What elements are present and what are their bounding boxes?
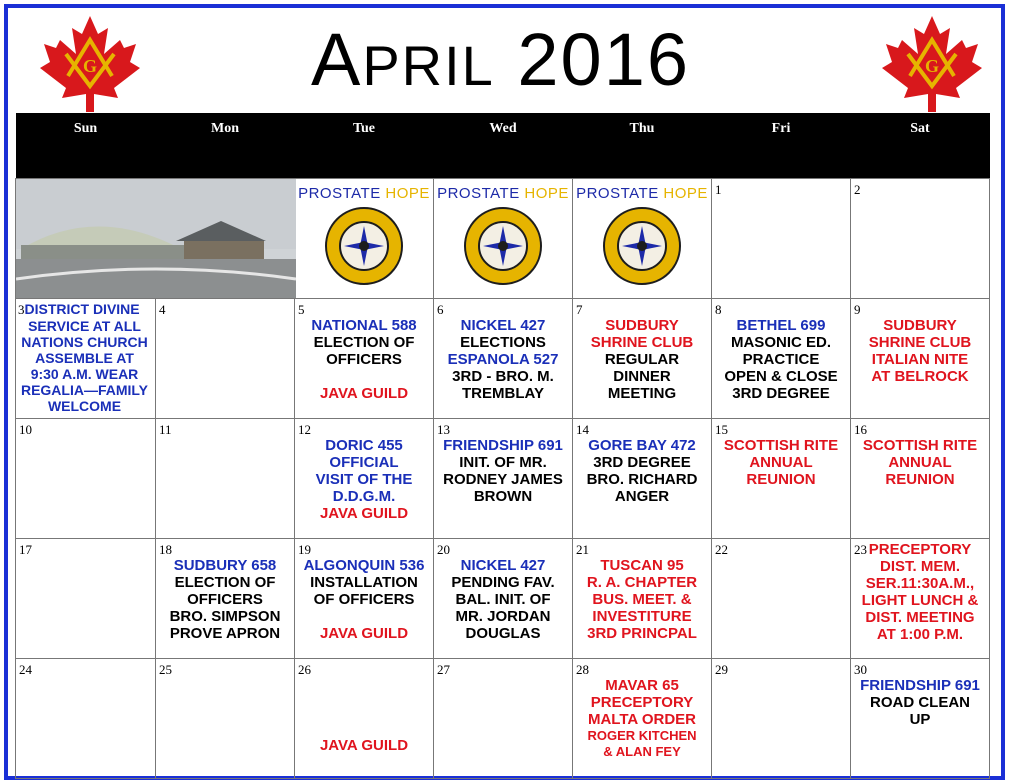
day-number: 13 xyxy=(437,422,450,437)
day-number: 11 xyxy=(159,422,172,437)
event-sudbury-shrine-dinner: SUDBURY SHRINE CLUB REGULAR DINNER MEETING xyxy=(590,317,694,402)
weekday-wed: Wed xyxy=(434,113,573,179)
day-cell xyxy=(851,539,990,659)
month-first-letter: A xyxy=(310,18,363,101)
day-cell xyxy=(434,179,573,299)
day-number: 16 xyxy=(854,422,867,437)
event-nickel-427: NICKEL 427 ELECTIONS ESPANOLA 527 3RD - BRO. M. TREMBLAY xyxy=(447,317,559,402)
day-cell xyxy=(434,539,573,659)
event-tuscan-95: TUSCAN 95 R. A. CHAPTER BUS. MEET. & INVESTITURE 3RD PRINCPAL xyxy=(586,557,698,642)
day-cell xyxy=(295,659,434,779)
prostate-hope-logo: PROSTATE HOPE xyxy=(295,179,433,286)
prostate-hope-logo: PROSTATE HOPE xyxy=(573,179,711,286)
calendar-grid xyxy=(15,113,990,779)
day-number: 19 xyxy=(298,542,311,557)
event-nickel-427-pending: NICKEL 427 PENDING FAV. BAL. INIT. OF MR. JORDAN DOUGLAS xyxy=(451,557,555,642)
day-cell xyxy=(16,299,156,419)
event-sudbury-shrine-italian-nite: SUDBURY SHRINE CLUB ITALIAN NITE AT BELROCK xyxy=(868,317,972,385)
year: 2016 xyxy=(517,18,691,101)
day-cell xyxy=(295,299,434,419)
day-cell xyxy=(573,659,712,779)
week-row xyxy=(16,659,990,779)
day-number: 20 xyxy=(437,542,450,557)
day-cell xyxy=(156,419,295,539)
month-rest: PRIL xyxy=(362,34,495,97)
calendar-title xyxy=(0,14,1001,112)
day-number: 17 xyxy=(19,542,32,557)
day-cell xyxy=(573,179,712,299)
day-number: 10 xyxy=(19,422,32,437)
day-number: 9 xyxy=(854,302,861,317)
day-cell xyxy=(156,659,295,779)
week-row xyxy=(16,299,990,419)
day-number: 29 xyxy=(715,662,728,677)
event-doric-455: DORIC 455 OFFICIAL VISIT OF THE D.D.G.M. JAVA GUILD xyxy=(315,437,413,522)
day-number: 18 xyxy=(159,542,172,557)
day-cell xyxy=(851,419,990,539)
day-cell xyxy=(851,179,990,299)
day-number: 24 xyxy=(19,662,32,677)
day-cell xyxy=(712,179,851,299)
event-district-divine-service: 3DISTRICT DIVINE SERVICE AT ALL NATIONS CHURCH ASSEMBLE AT 9:30 A.M. WEAR REGALIA—FAMILY WELCOME xyxy=(18,301,149,414)
day-cell xyxy=(434,659,573,779)
day-cell xyxy=(573,419,712,539)
event-preceptory-memorial: PRECEPTORY DIST. MEM. SER.11:30A.M., LIGHT LUNCH & DIST. MEETING AT 1:00 P.M. xyxy=(861,541,979,643)
weekday-tue: Tue xyxy=(295,113,434,179)
event-sudbury-658: SUDBURY 658 ELECTION OF OFFICERS BRO. SIMPSON PROVE APRON xyxy=(169,557,281,642)
day-cell xyxy=(573,539,712,659)
day-cell xyxy=(712,659,851,779)
domed-building-photo xyxy=(16,179,296,298)
day-number: 22 xyxy=(715,542,728,557)
day-cell xyxy=(16,419,156,539)
event-bethel-699: BETHEL 699 MASONIC ED. PRACTICE OPEN & CLOSE 3RD DEGREE xyxy=(724,317,838,402)
day-number: 5 xyxy=(298,302,305,317)
day-cell xyxy=(156,539,295,659)
event-scottish-rite-15: SCOTTISH RITE ANNUAL REUNION xyxy=(723,437,839,488)
day-cell xyxy=(295,539,434,659)
event-national-588: NATIONAL 588 ELECTION OF OFFICERS JAVA GUILD xyxy=(311,317,417,402)
day-number: 30 xyxy=(854,662,867,677)
day-cell xyxy=(573,299,712,419)
weekday-fri: Fri xyxy=(712,113,851,179)
day-number: 1 xyxy=(715,182,722,197)
day-cell xyxy=(712,299,851,419)
day-cell xyxy=(16,539,156,659)
day-number: 23 xyxy=(854,542,867,557)
day-cell xyxy=(295,179,434,299)
building-photo xyxy=(16,179,295,299)
weekday-header-row xyxy=(16,113,990,179)
day-number: 21 xyxy=(576,542,589,557)
day-number: 26 xyxy=(298,662,311,677)
day-cell xyxy=(295,419,434,539)
day-cell xyxy=(434,419,573,539)
day-cell xyxy=(16,659,156,779)
event-scottish-rite-16: SCOTTISH RITE ANNUAL REUNION xyxy=(862,437,978,488)
day-number: 7 xyxy=(576,302,583,317)
day-number: 14 xyxy=(576,422,589,437)
weekday-sat: Sat xyxy=(851,113,990,179)
day-number: 8 xyxy=(715,302,722,317)
day-number: 6 xyxy=(437,302,444,317)
masonic-foundation-seal-icon xyxy=(602,206,682,286)
day-number: 4 xyxy=(159,302,166,317)
day-cell xyxy=(712,539,851,659)
day-number: 27 xyxy=(437,662,450,677)
day-cell xyxy=(712,419,851,539)
day-number: 25 xyxy=(159,662,172,677)
day-cell xyxy=(156,299,295,419)
event-mavar-65: MAVAR 65 PRECEPTORY MALTA ORDER ROGER KITCHEN & ALAN FEY xyxy=(587,677,697,759)
day-number: 12 xyxy=(298,422,311,437)
prostate-hope-logo: PROSTATE HOPE xyxy=(434,179,572,286)
week-row xyxy=(16,419,990,539)
svg-text:G: G xyxy=(924,56,940,76)
masonic-foundation-seal-icon xyxy=(324,206,404,286)
weekday-sun: Sun xyxy=(16,113,156,179)
day-number: 15 xyxy=(715,422,728,437)
event-friendship-691-init: FRIENDSHIP 691 INIT. OF MR. RODNEY JAMES BROWN xyxy=(443,437,563,505)
weekday-thu: Thu xyxy=(573,113,712,179)
event-friendship-691-road-clean: FRIENDSHIP 691 ROAD CLEAN UP xyxy=(860,677,980,728)
svg-text:G: G xyxy=(82,56,98,76)
day-number: 28 xyxy=(576,662,589,677)
weekday-mon: Mon xyxy=(156,113,295,179)
week-row xyxy=(16,179,990,299)
event-gore-bay-472: GORE BAY 472 3RD DEGREE BRO. RICHARD ANGER xyxy=(586,437,698,505)
day-cell xyxy=(434,299,573,419)
event-java-guild-26: JAVA GUILD xyxy=(319,737,409,754)
day-number: 2 xyxy=(854,182,861,197)
day-cell xyxy=(851,659,990,779)
event-algonquin-536: ALGONQUIN 536 INSTALLATION OF OFFICERS JAVA GUILD xyxy=(303,557,425,642)
masonic-foundation-seal-icon xyxy=(463,206,543,286)
day-cell xyxy=(851,299,990,419)
week-row xyxy=(16,539,990,659)
